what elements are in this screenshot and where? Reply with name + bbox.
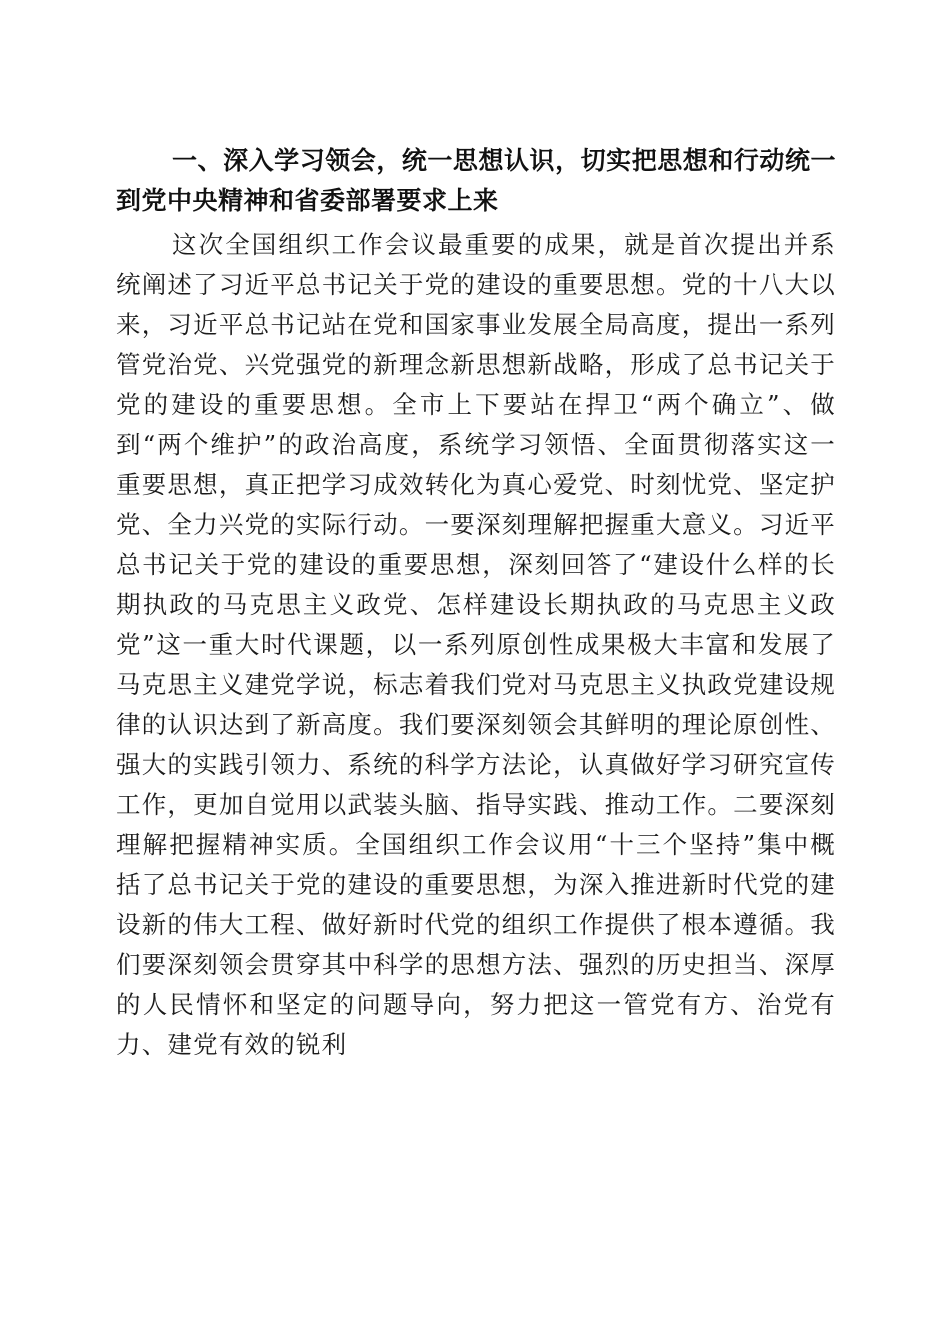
- section-heading: 一、深入学习领会，统一思想认识，切实把思想和行动统一到党中央精神和省委部署要求上来: [116, 146, 836, 215]
- body-paragraph: 这次全国组织工作会议最重要的成果，就是首次提出并系统阐述了习近平总书记关于党的建设的重要思想。党的十八大以来，习近平总书记站在党和国家事业发展全局高度，提出一系列管党治党、兴党强党的新理念新思想新战略，形成了总书记关于党的建设的重要思想。全市上下要站在捍卫“两个确立”、做到“两个维护”的政治高度，系统学习领悟、全面贯彻落实这一重要思想，真正把学习成效转化为真心爱党、时刻忧党、坚定护党、全力兴党的实际行动。一要深刻理解把握重大意义。习近平总书记关于党的建设的重要思想，深刻回答了“建设什么样的长期执政的马克思主义政党、怎样建设长期执政的马克思主义政党”这一重大时代课题，以一系列原创性成果极大丰富和发展了马克思主义建党学说，标志着我们党对马克思主义执政党建设规律的认识达到了新高度。我们要深刻领会其鲜明的理论原创性、强大的实践引领力、系统的科学方法论，认真做好学习研究宣传工作，更加自觉用以武装头脑、指导实践、推动工作。二要深刻理解把握精神实质。全国组织工作会议用“十三个坚持”集中概括了总书记关于党的建设的重要思想，为深入推进新时代党的建设新的伟大工程、做好新时代党的组织工作提供了根本遵循。我们要深刻领会贯穿其中科学的思想方法、强烈的历史担当、深厚的人民情怀和坚定的问题导向，努力把这一管党有方、治党有力、建党有效的锐利: [116, 230, 836, 1059]
